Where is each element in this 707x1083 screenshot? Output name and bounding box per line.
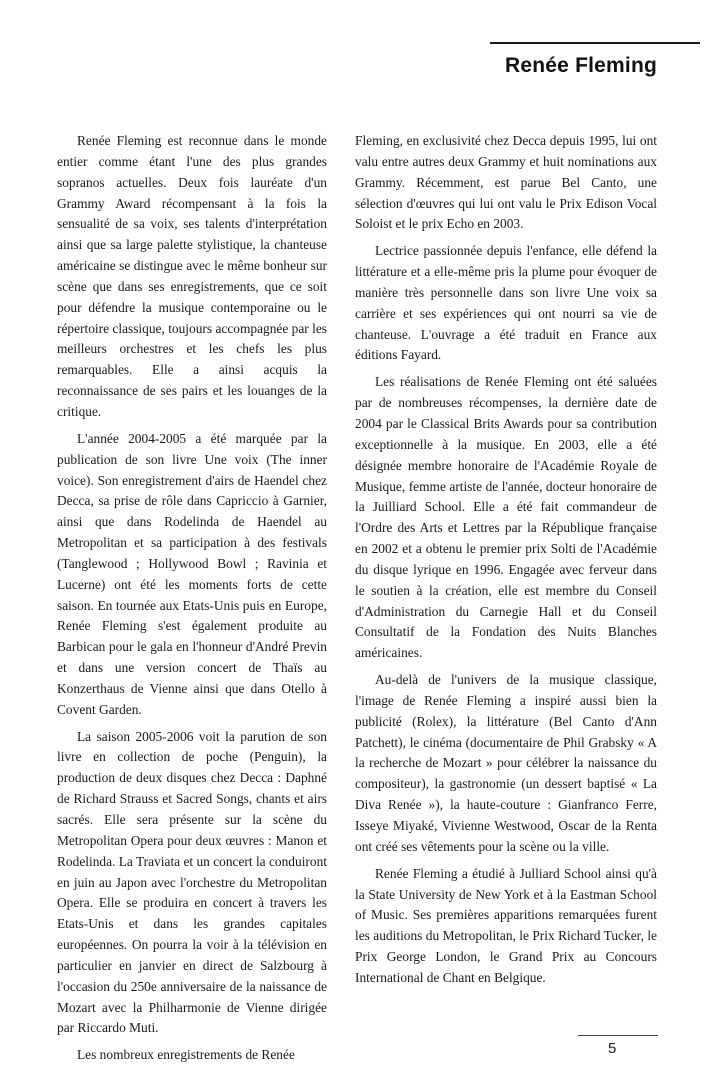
- paragraph: La saison 2005-2006 voit la parution de son livre en collection de poche (Penguin), la production de deux disques chez Decca : Daphné de Richard Strauss et Sacred Songs, chants et airs sacrés. Elle sera présente sur la scène du Metropolitan Opera pour deux œuvres : Manon et Rodelinda. La Traviata et un concert la conduiront en juin au Japon avec l'orchestre du Metropolitan Opera. Elle se produira en concert à travers les Etats-Unis et dans les grandes capitales européennes. On pourra la voir à la télévision en particulier en janvier en direct de Salzbourg à l'occasion du 250e anniversaire de la naissance de Mozart avec la Philharmonie de Vienne dirigée par Riccardo Muti.: [57, 728, 327, 1036]
- left-column: [57, 131, 327, 1072]
- paragraph: Au-delà de l'univers de la musique classique, l'image de Renée Fleming a inspiré aussi bien la publicité (Rolex), la littérature (Bel Canto d'Ann Patchett), le cinéma (documentaire de Phil Grabsky « A la recherche de Mozart » pour célébrer la naissance du compositeur), la gastronomie (un dessert baptisé « La Diva Renée »), la haute-couture : Gianfranco Ferre, Isseye Miyaké, Vivienne Westwood, Oscar de la Renta ont créé ses vêtements pour la scène ou la ville.: [355, 672, 657, 854]
- paragraph: Renée Fleming est reconnue dans le monde entier comme étant l'une des plus grandes sopranos actuelles. Deux fois lauréate d'un Grammy Award récompensant à la fois la sensualité de sa voix, ses talents d'interprétation ainsi que sa large palette stylistique, la chanteuse américaine se distingue avec le même bonheur sur scène que dans ses enregistrements, que ce soit pour défendre la musique contemporaine ou le répertoire classique, toujours accompagnée par les meilleurs orchestres et les chefs les plus remarquables. Elle a ainsi acquis la reconnaissance de ses pairs et les louanges de la critique.: [57, 133, 327, 419]
- footer-rule: [578, 1035, 658, 1036]
- paragraph: L'année 2004-2005 a été marquée par la publication de son livre Une voix (The inner voice). Son enregistrement d'airs de Haendel chez Decca, sa prise de rôle dans Capriccio à Garnier, ainsi que dans Rodelinda de Haendel au Metropolitan et sa participation à des festivals (Tanglewood ; Hollywood Bowl ; Ravinia et Lucerne) ont été les moments forts de cette saison. En tournée aux Etats-Unis puis en Europe, Renée Fleming s'est également produite au Barbican pour le gala en l'honneur d'André Previn et dans une version concert de Thaïs au Konzerthaus de Vienne ainsi que dans Otello à Covent Garden.: [57, 430, 327, 717]
- header-rule: [490, 42, 700, 44]
- paragraph: Renée Fleming a étudié à Julliard School ainsi qu'à la State University de New York et à la Eastman School of Music. Ses premières apparitions remarquées furent les auditions du Metropolitan, le Prix Richard Tucker, le Prix George London, le Grand Prix au Concours International de Chant en Belgique.: [355, 865, 657, 985]
- paragraph: Les nombreux enregistrements de Renée: [77, 1047, 295, 1063]
- paragraph: Lectrice passionnée depuis l'enfance, elle défend la littérature et a elle-même pris la plume pour évoquer de manière très personnelle dans son livre Une voix sa carrière et ses expériences qui ont nourri sa vie de chanteuse. L'ouvrage a été traduit en France aux éditions Fayard.: [355, 243, 657, 363]
- paragraph: Fleming, en exclusivité chez Decca depuis 1995, lui ont valu entre autres deux Grammy et huit nominations aux Grammy. Récemment, est parue Bel Canto, une sélection d'œuvres qui lui ont valu le Prix Edison Vocal Soloist et le prix Echo en 2003.: [355, 133, 657, 232]
- right-column: [355, 131, 657, 995]
- page-title: Renée Fleming: [505, 54, 657, 77]
- page-number: 5: [608, 1040, 617, 1057]
- paragraph: Les réalisations de Renée Fleming ont été saluées par de nombreuses récompenses, la dernière date de 2004 par le Classical Brits Awards pour sa contribution exceptionnelle à la musique. En 2003, elle a été désignée membre honoraire de l'Académie Royale de Musique, femme artiste de l'année, docteur honoraire de la Juilliard School. Elle a été fait commandeur de l'Ordre des Arts et Lettres par la République française en 2002 et a obtenu le premier prix Solti de l'Académie du disque lyrique en 1996. Engagée avec ferveur dans le soutien à la création, elle est membre du Conseil d'Administration du Carnegie Hall et du Conseil Consultatif de la Fondation des Nuits Blanches américaines.: [355, 374, 657, 661]
